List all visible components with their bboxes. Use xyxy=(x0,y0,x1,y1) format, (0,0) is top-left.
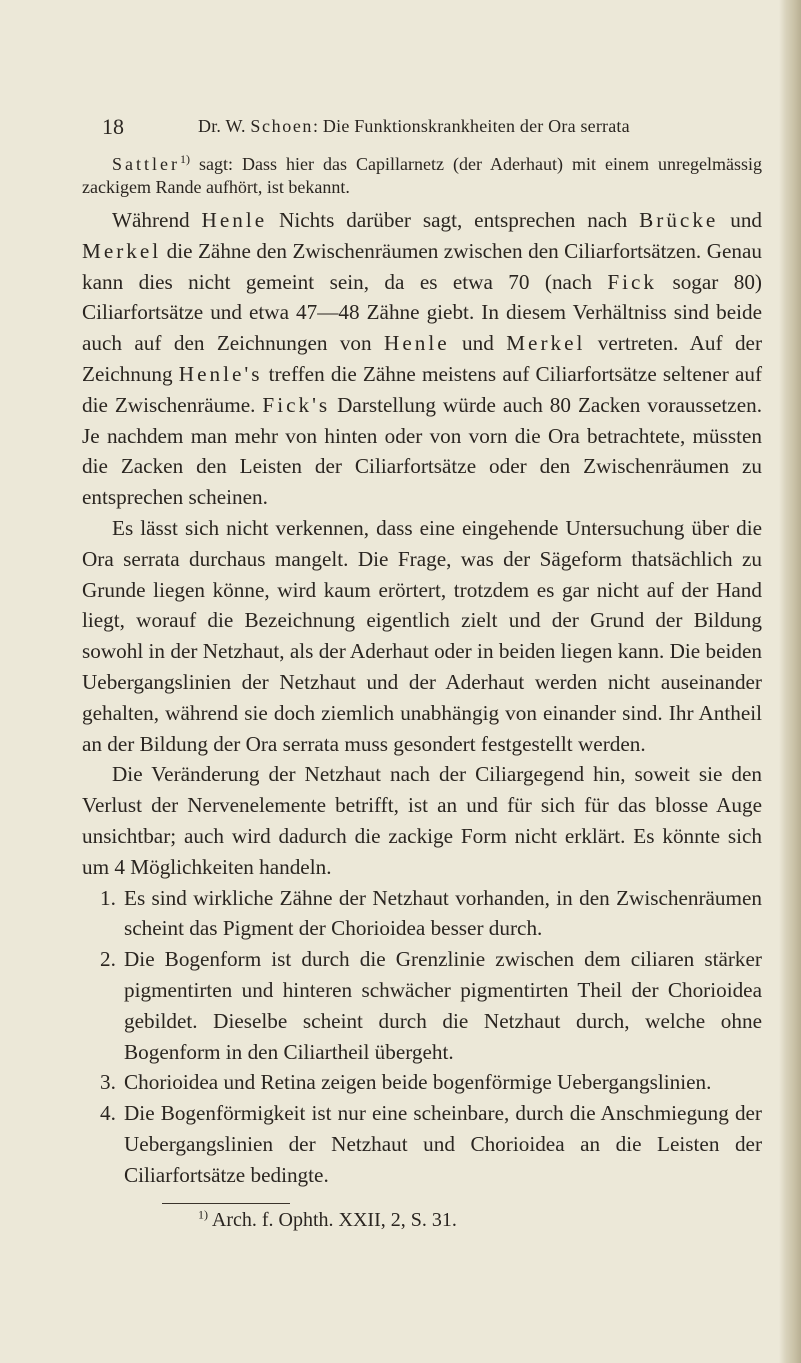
author-ref: Fick xyxy=(607,269,658,294)
text-run: sogar 80) Ciliarfortsätze und etwa 47—48 Zähne giebt. In diesem Verhältniss sind beide auch auf den Zeichnungen von xyxy=(82,269,762,356)
list-item xyxy=(82,944,762,1067)
list-text: Die Bogenförmigkeit ist nur eine scheinbare, durch die Anschmiegung der Uebergangslinien der Netzhaut und Chorioidea an die Leisten der Ciliarfortsätze bedingte. xyxy=(124,1101,762,1187)
possibilities-list xyxy=(82,883,762,1191)
paragraph xyxy=(82,205,762,513)
text-run: die Zähne den Zwischenräumen zwischen den Ciliarfortsätzen. Genau kann dies nicht gemeint sein, da es etwa 70 (nach xyxy=(82,238,762,294)
list-number: 4. xyxy=(100,1101,116,1126)
footnote-mark: 1) xyxy=(180,152,190,166)
author-ref: Brücke xyxy=(639,208,719,232)
footnote xyxy=(198,1207,762,1233)
footnote-text: Arch. f. Ophth. XXII, 2, S. 31. xyxy=(208,1208,457,1231)
list-item xyxy=(82,1098,762,1190)
text-run: treffen die Zähne meistens auf Ciliarfortsätze seltener auf die Zwischenräume. xyxy=(82,361,762,417)
intro-text: sagt: Dass hier das Capillarnetz (der Aderhaut) mit einem unregelmässig zackigem Rande aufhört, ist bekannt. xyxy=(82,154,762,197)
page-number: 18 xyxy=(102,114,124,139)
author-ref: Henle's xyxy=(178,361,263,386)
text-run: und xyxy=(718,208,763,232)
title-text: : Die Funktionskrankheiten der Ora serrata xyxy=(313,116,630,136)
list-number: 1. xyxy=(100,885,116,910)
author-prefix: Dr. W. xyxy=(198,116,246,136)
author-ref: Henle xyxy=(384,331,450,356)
author-name: Schoen xyxy=(250,116,314,136)
author-ref: Fick's xyxy=(262,392,331,417)
author-ref: Merkel xyxy=(82,238,162,263)
running-title xyxy=(198,116,630,137)
text-run: Nichts darüber sagt, entsprechen nach xyxy=(267,208,640,232)
footnote-mark: 1) xyxy=(198,1206,208,1221)
text-run: Darstellung würde auch 80 Zacken voraussetzen. Je nachdem man mehr von hinten oder von vorn die Ora betrachtete, müssten die Zacken den Leisten der Ciliarfortsätze oder den Zwischenräumen zu entsprechen scheinen. xyxy=(82,392,762,510)
text-run: vertreten. Auf der Zeichnung xyxy=(82,331,763,386)
body-text xyxy=(82,153,762,1233)
author-ref: Henle xyxy=(201,208,268,232)
footnote-rule xyxy=(162,1203,290,1204)
paragraph: Es lässt sich nicht verkennen, dass eine eingehende Untersuchung über die Ora serrata durchaus mangelt. Die Frage, was der Sägeform thatsächlich zu Grunde liegen könne, wird kaum erörtert, trotzdem es gar nicht auf der Hand liegt, worauf die Bezeichnung eigentlich zielt und der Grund der Bildung sowohl in der Netzhaut, als der Aderhaut oder in beiden liegen kann. Die beiden Uebergangslinien der Netzhaut und der Aderhaut werden nicht auseinander gehalten, während sie doch ziemlich unabhängig von einander sind. Ihr Antheil an der Bildung der Ora serrata muss gesondert festgestellt werden. xyxy=(82,515,762,756)
running-header xyxy=(102,114,741,144)
page-edge xyxy=(779,0,801,1363)
text-run: und xyxy=(449,331,507,356)
list-item xyxy=(82,1067,762,1098)
intro-quote xyxy=(82,153,762,199)
list-text: Die Bogenform ist durch die Grenzlinie zwischen dem ciliaren stärker pigmentirten und hinteren schwächer pigmentirten Theil der Chorioidea gebildet. Dieselbe scheint durch die Netzhaut durch, welche ohne Bogenform in den Ciliartheil übergeht. xyxy=(124,947,762,1064)
text-run: Während xyxy=(112,208,202,232)
list-text: Chorioidea und Retina zeigen beide bogenförmige Uebergangslinien. xyxy=(124,1070,712,1095)
list-text: Es sind wirkliche Zähne der Netzhaut vorhanden, in den Zwischenräumen scheint das Pigment der Chorioidea besser durch. xyxy=(124,885,762,941)
list-number: 2. xyxy=(100,947,116,972)
list-item xyxy=(82,883,762,945)
author-ref: Sattler xyxy=(112,154,180,174)
author-ref: Merkel xyxy=(506,331,586,356)
paragraph: Die Veränderung der Netzhaut nach der Ciliargegend hin, soweit sie den Verlust der Nervenelemente betrifft, ist an und für sich für das blosse Auge unsichtbar; auch wird dadurch die zackige Form nicht erklärt. Es könnte sich um 4 Möglichkeiten handeln. xyxy=(82,762,762,879)
list-number: 3. xyxy=(100,1070,116,1095)
